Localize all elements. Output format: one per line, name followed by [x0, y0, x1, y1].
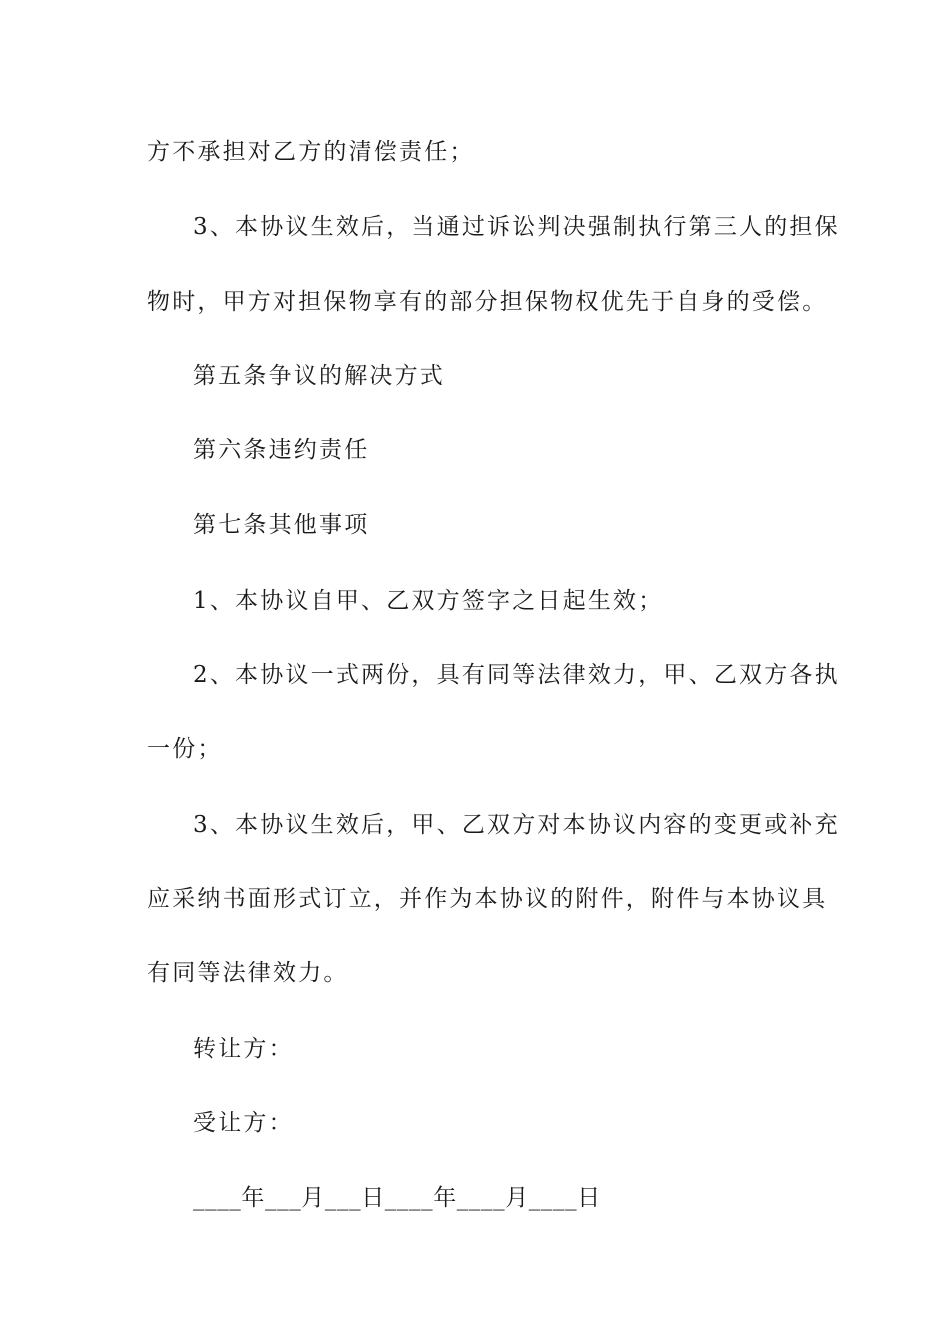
text-line-12: 有同等法律效力。 [147, 960, 349, 986]
transferor-label: 转让方： [193, 1036, 294, 1062]
text-line-1: 方不承担对乙方的清偿责任； [147, 139, 475, 165]
text-line-3: 物时，甲方对担保物享有的部分担保物权优先于自身的受偿。 [147, 289, 828, 315]
text-line-7: 1、本协议自甲、乙双方签字之日起生效； [193, 588, 664, 614]
text-line-2: 3、本协议生效后，当通过诉讼判决强制执行第三人的担保 [193, 214, 840, 240]
text-line-11: 应采纳书面形式订立，并作为本协议的附件，附件与本协议具 [147, 886, 828, 912]
text-line-10: 3、本协议生效后，甲、乙双方对本协议内容的变更或补充 [193, 812, 840, 838]
text-line-8: 2、本协议一式两份，具有同等法律效力，甲、乙双方各执 [193, 662, 840, 688]
article-7-heading: 第七条其他事项 [193, 512, 370, 538]
date-line: ____年___月___日____年____月____日 [193, 1185, 601, 1211]
text-line-9: 一份； [147, 736, 223, 762]
transferee-label: 受让方： [193, 1110, 294, 1136]
article-6-heading: 第六条违约责任 [193, 437, 370, 463]
article-5-heading: 第五条争议的解决方式 [193, 363, 445, 389]
